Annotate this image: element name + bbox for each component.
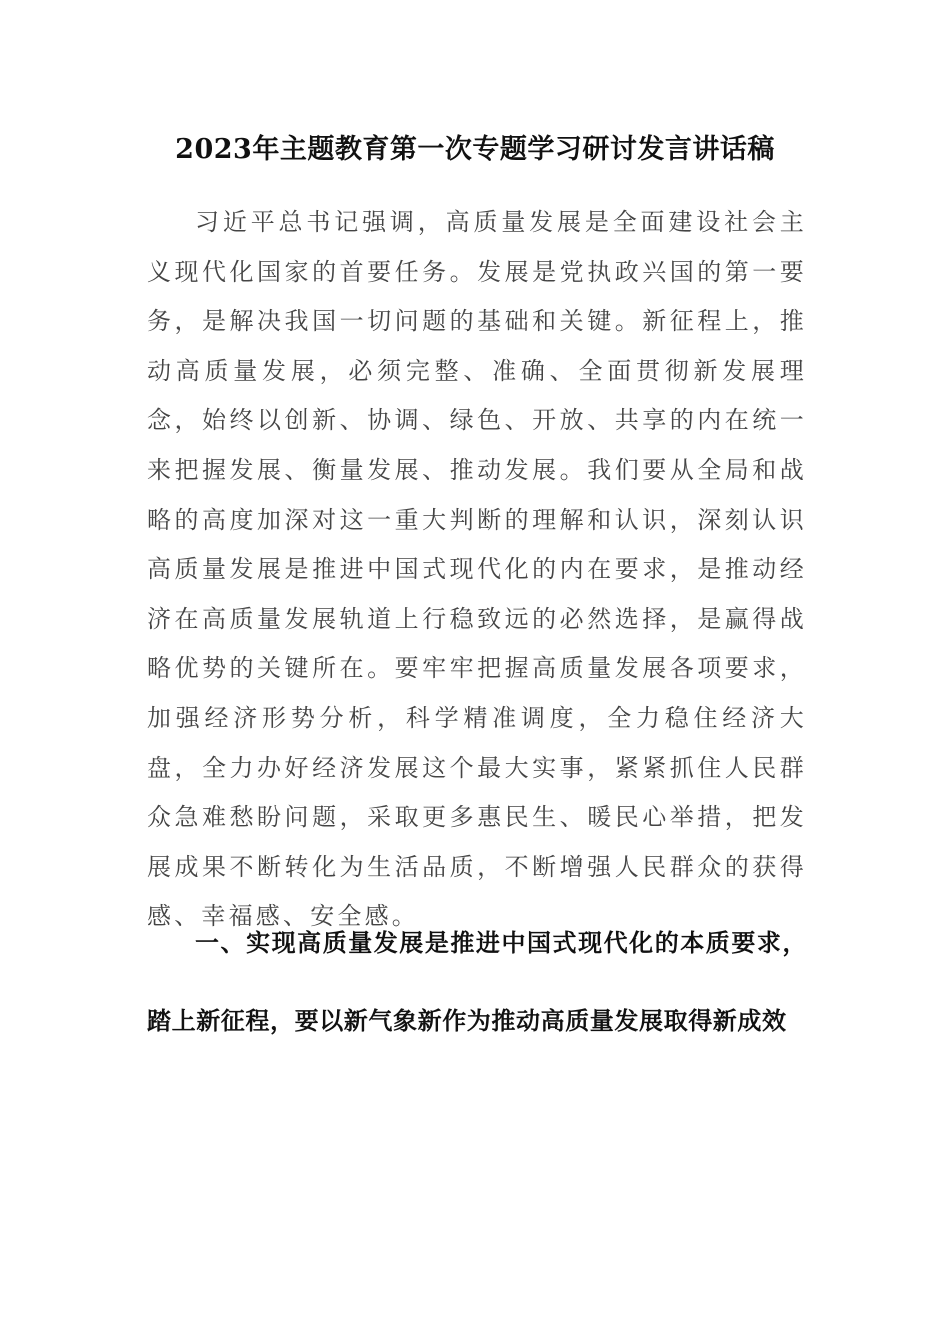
document-title: 2023年主题教育第一次专题学习研讨发言讲话稿 — [175, 134, 775, 165]
body-paragraph: 习近平总书记强调，高质量发展是全面建设社会主义现代化国家的首要任务。发展是党执政兴国的第一要务，是解决我国一切问题的基础和关键。新征程上，推动高质量发展，必须完整、准确、全面贯彻新发展理念，始终以创新、协调、绿色、开放、共享的内在统一来把握发展、衡量发展、推动发展。我们要从全局和战略的高度加深对这一重大判断的理解和认识，深刻认识高质量发展是推进中国式现代化的内在要求，是推动经济在高质量发展轨道上行稳致远的必然选择，是赢得战略优势的关键所在。要牢牢把握高质量发展各项要求，加强经济形势分析，科学精准调度，全力稳住经济大盘，全力办好经济发展这个最大实事，紧紧抓住人民群众急难愁盼问题，采取更多惠民生、暖民心举措，把发展成果不断转化为生活品质，不断增强人民群众的获得感、幸福感、安全感。 — [147, 208, 807, 931]
section-heading: 一、实现高质量发展是推进中国式现代化的本质要求，踏上新征程，要以新气象新作为推动高质量发展取得新成效 — [147, 929, 807, 1035]
